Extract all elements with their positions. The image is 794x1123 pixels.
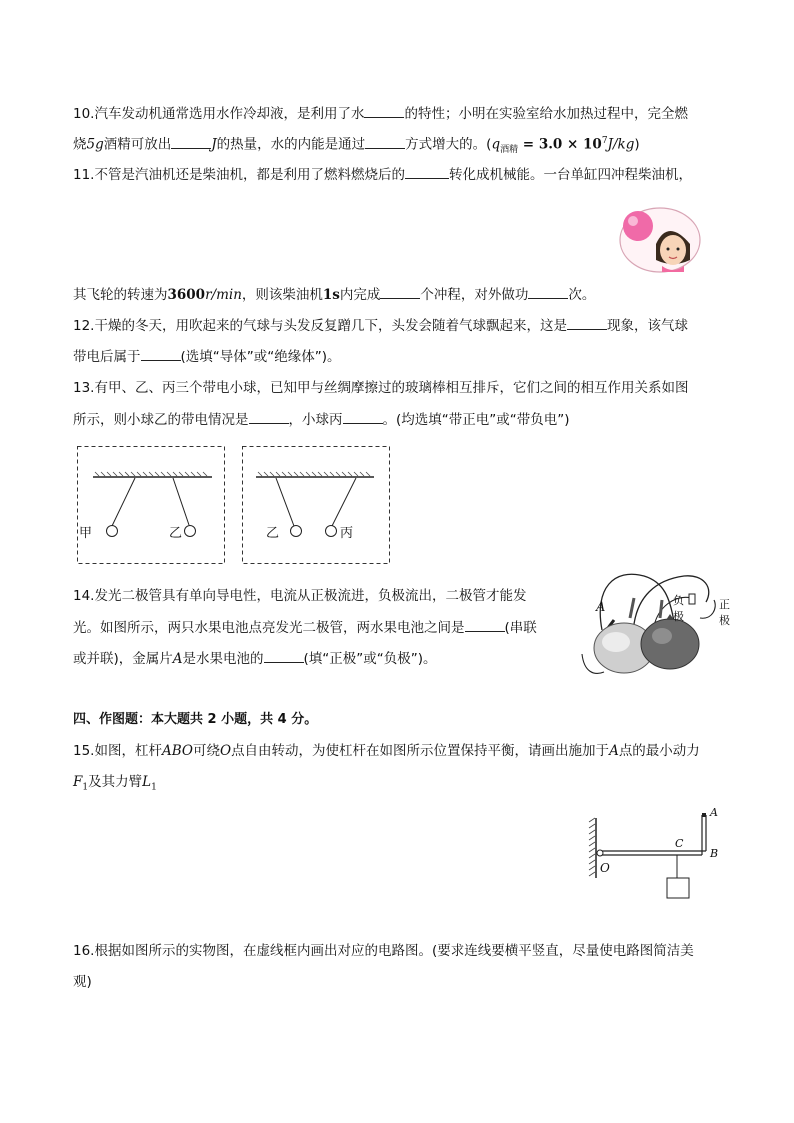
answer-blank[interactable]: [567, 315, 607, 330]
point-label-o: O: [600, 861, 610, 875]
q14-line2: 光。如图所示，两只水果电池点亮发光二极管，两水果电池之间是 (串联: [73, 617, 537, 638]
metal-plate-label: A: [596, 600, 606, 615]
answer-blank[interactable]: [141, 346, 181, 361]
answer-blank[interactable]: [380, 284, 420, 299]
positive-label-2: 极: [719, 614, 730, 627]
ball-label-bing: 丙: [340, 526, 354, 541]
point-label-a: A: [710, 806, 718, 819]
balloon-girl-image: [606, 204, 702, 276]
lever-figure: [584, 806, 724, 902]
answer-blank[interactable]: [405, 164, 449, 179]
q16-line2: 观): [73, 974, 92, 990]
answer-blank[interactable]: [343, 409, 383, 424]
q12-line2: 带电后属于 (选填“导体”或“绝缘体”)。: [73, 346, 341, 367]
ball-label-jia: 甲: [79, 526, 93, 541]
answer-blank[interactable]: [365, 134, 405, 149]
point-label-b: B: [710, 847, 719, 860]
q10-line1: 10.汽车发动机通常选用水作冷却液，是利用了水 的特性；小明在实验室给水加热过程中，完全燃: [73, 103, 688, 124]
answer-blank[interactable]: [528, 284, 568, 299]
q15-line1: 15.如图，杠杆ABO可绕O点自由转动，为使杠杆在如图所示位置保持平衡，请画出施加于A点的最小动力: [73, 743, 700, 759]
answer-blank[interactable]: [465, 617, 505, 632]
fruit-battery-figure: [574, 568, 739, 680]
answer-blank[interactable]: [364, 103, 404, 118]
q14-line1: 14.发光二极管具有单向导电性，电流从正极流进，负极流出，二极管才能发: [73, 588, 527, 604]
point-label-c: C: [675, 837, 684, 850]
positive-label-1: 正: [719, 598, 730, 611]
q13-figure-left: [77, 446, 225, 564]
q10-line2: 烧5g酒精可放出 J的热量，水的内能是通过 方式增大的。$(q_{酒精} = 3.0 \times 10^7J/kg)$: [73, 131, 640, 160]
negative-label-2: 极: [673, 610, 684, 623]
q15-line2: $F_1$及其力臂$L_1$: [73, 774, 157, 793]
section-heading: 四、作图题：本大题共 2 小题，共 4 分。: [73, 712, 318, 727]
answer-blank[interactable]: [171, 134, 211, 149]
q13-line1: 13.有甲、乙、丙三个带电小球，已知甲与丝绸摩擦过的玻璃棒相互排斥，它们之间的相互作用关系如图: [73, 380, 689, 396]
answer-blank[interactable]: [264, 648, 304, 663]
ball-label-yi: 乙: [266, 526, 280, 541]
q12-line1: 12.干燥的冬天，用吹起来的气球与头发反复蹭几下，头发会随着气球飘起来，这是 现象，该气球: [73, 315, 688, 336]
answer-blank[interactable]: [249, 409, 289, 424]
negative-label-1: 负: [673, 594, 684, 607]
q11-line2: 其飞轮的转速为3600r/min，则该柴油机1s内完成 个冲程，对外做功 次。: [73, 284, 595, 305]
ball-label-yi: 乙: [169, 526, 183, 541]
q13-figure-right: [242, 446, 390, 564]
q11-line1: 11.不管是汽油机还是柴油机，都是利用了燃料燃烧后的 转化成机械能。一台单缸四冲程柴油机，: [73, 164, 692, 185]
q16-line1: 16.根据如图所示的实物图，在虚线框内画出对应的电路图。(要求连线要横平竖直，尽量使电路图简洁美: [73, 943, 694, 959]
q14-line3: 或并联)，金属片A是水果电池的 (填“正极”或“负极”)。: [73, 648, 437, 669]
q13-line2: 所示，则小球乙的带电情况是 ，小球丙 。(均选填“带正电”或“带负电”): [73, 409, 570, 430]
